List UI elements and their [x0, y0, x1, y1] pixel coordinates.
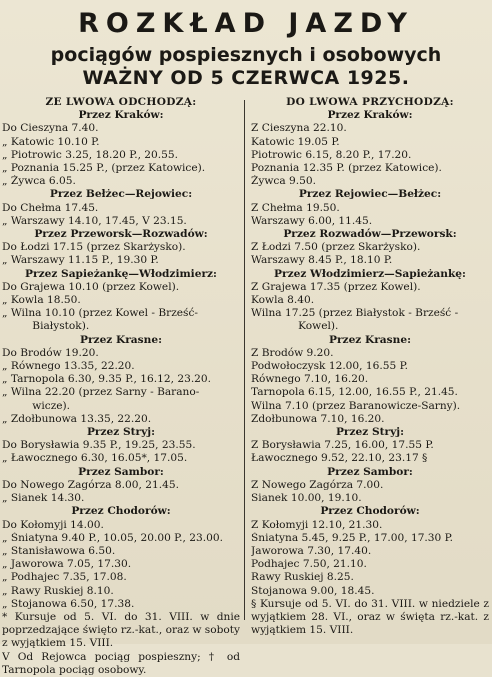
- timetable-entry: Śniatyna 5.45, 9.25 P., 17.00, 17.30 P.: [251, 531, 453, 544]
- timetable-entry: Do Nowego Zagórza 8.00, 21.45.: [2, 478, 179, 491]
- timetable-entry: Katowic 19.05 P.: [251, 135, 340, 148]
- timetable-entry: Do Brodów 19.20.: [2, 346, 99, 359]
- timetable-entry: Kowla 8.40.: [251, 294, 315, 307]
- timetable-entry: „ Jaworowa 7.05, 17.30.: [2, 558, 132, 571]
- departures-list: [2, 109, 240, 611]
- page-subtitle: pociągów pospiesznych i osobowych: [50, 44, 442, 66]
- timetable-entry: Podwołoczysk 12.00, 16.55 P.: [251, 360, 408, 373]
- timetable-entry: Równego 7.10, 16.20.: [251, 373, 369, 386]
- route-heading: Przez Krasne:: [329, 333, 411, 346]
- route-heading: Przez Sambor:: [78, 465, 164, 478]
- timetable-entry: „ Sianek 14.30.: [2, 492, 85, 505]
- timetable-entry: Podhajec 7.50, 21.10.: [251, 558, 367, 571]
- timetable-entry: „ Śniatyna 9.40 P., 10.05, 20.00 P., 23.00.: [2, 531, 223, 544]
- route-heading: Przez Sambor:: [327, 465, 413, 478]
- timetable-entry: „ Rawy Ruskiej 8.10.: [2, 584, 114, 597]
- page-title: ROZKŁAD JAZDY: [78, 8, 414, 39]
- route-heading: Przez Rejowiec—Bełżec:: [298, 188, 442, 201]
- footnote: * Kursuje od 5. VI. do 31. VIII. w dnie poprzedzające święto rz.-kat., oraz w soboty z wyjątkiem 15. VIII.: [2, 610, 240, 650]
- timetable-entry: Z Cieszyna 22.10.: [251, 122, 347, 135]
- timetable-entry: Z Łodzi 7.50 (przez Skarżysko).: [251, 241, 421, 254]
- timetable-entry: Warszawy 8.45 P., 18.10 P.: [251, 254, 393, 267]
- route-heading: Przez Sapieżankę—Włodzimierz:: [25, 267, 217, 280]
- timetable-entry: Wilna 17.25 (przez Białystok - Brześć -: [251, 307, 459, 320]
- column-divider: [244, 100, 245, 620]
- validity-date: WAŻNY OD 5 CZERWCA 1925.: [82, 67, 410, 89]
- timetable-entry: Żywca 9.50.: [251, 175, 316, 188]
- timetable-entry: Tarnopola 6.15, 12.00, 16.55 P., 21.45.: [251, 386, 458, 399]
- timetable-entry: „ Żywca 6.05.: [2, 175, 76, 188]
- timetable-entry: „ Wilna 10.10 (przez Kowel - Brześć-: [2, 307, 199, 320]
- route-heading: Przez Stryj:: [335, 426, 405, 439]
- timetable-entry: Do Kołomyji 14.00.: [2, 518, 104, 531]
- footnote: V Od Rejowca pociąg pospieszny; † od Tarnopola pociąg osobowy.: [2, 650, 240, 676]
- timetable-entry: „ Tarnopola 6.30, 9.35 P., 16.12, 23.20.: [2, 373, 212, 386]
- timetable-entry: Z Nowego Zagórza 7.00.: [251, 478, 384, 491]
- timetable-entry: Z Grajewa 17.35 (przez Kowel).: [251, 280, 421, 293]
- timetable-entry: Z Brodów 9.20.: [251, 346, 334, 359]
- timetable-entry: „ Kowla 18.50.: [2, 294, 81, 307]
- timetable-entry: Z Chełma 19.50.: [251, 201, 340, 214]
- timetable-entry: „ Poznania 15.25 P., (przez Katowice).: [2, 162, 206, 175]
- timetable-entry: Do Borysławia 9.35 P., 19.25, 23.55.: [2, 439, 196, 452]
- timetable-entry: Z Kołomyji 12.10, 21.30.: [251, 518, 383, 531]
- timetable-entry: Warszawy 6.00, 11.45.: [251, 214, 373, 227]
- route-heading: Przez Kraków:: [327, 109, 413, 122]
- timetable-entry: Jaworowa 7.30, 17.40.: [251, 544, 372, 557]
- timetable-entry: Białystok).: [2, 320, 90, 333]
- timetable-entry: „ Wilna 22.20 (przez Sarny - Barano-: [2, 386, 200, 399]
- route-heading: Przez Kraków:: [78, 109, 164, 122]
- footnote: § Kursuje od 5. VI. do 31. VIII. w niedziele z wyjątkiem 28. VI., oraz w święta rz.-kat. z wyjątkiem 15. VIII.: [251, 597, 489, 637]
- route-heading: Przez Bełżec—Rejowiec:: [49, 188, 193, 201]
- timetable-entry: „ Równego 13.35, 22.20.: [2, 360, 135, 373]
- arrivals-header: DO LWOWA PRZYCHODZĄ:: [286, 96, 454, 108]
- timetable-entry: Kowel).: [251, 320, 339, 333]
- route-heading: Przez Przeworsk—Rozwadów:: [34, 228, 208, 241]
- timetable-entry: Do Łodzi 17.15 (przez Skarżysko).: [2, 241, 186, 254]
- timetable-entry: „ Warszawy 14.10, 17.45, V 23.15.: [2, 214, 187, 227]
- route-heading: Przez Krasne:: [80, 333, 162, 346]
- timetable-entry: Do Grajewa 10.10 (przez Kowel).: [2, 280, 180, 293]
- timetable-entry: Zdołbunowa 7.10, 16.20.: [251, 412, 385, 425]
- departures-column: [2, 96, 240, 677]
- timetable-entry: Wilna 7.10 (przez Baranowicze-Sarny).: [251, 399, 461, 412]
- timetable-entry: „ Piotrowic 3.25, 18.20 P., 20.55.: [2, 148, 179, 161]
- timetable-entry: Do Chełma 17.45.: [2, 201, 99, 214]
- route-heading: Przez Rozwadów—Przeworsk:: [283, 228, 457, 241]
- arrivals-notes: [251, 598, 489, 638]
- timetable-entry: „ Ławocznego 6.30, 16.05*, 17.05.: [2, 452, 188, 465]
- timetable-entry: Poznania 12.35 P. (przez Katowice).: [251, 162, 442, 175]
- route-heading: Przez Chodorów:: [71, 505, 171, 518]
- timetable-entry: „ Stanisławowa 6.50.: [2, 544, 116, 557]
- timetable-entry: Rawy Ruskiej 8.25.: [251, 571, 354, 584]
- departures-header: ZE LWOWA ODCHODZĄ:: [45, 96, 197, 108]
- timetable-entry: Do Cieszyna 7.40.: [2, 122, 99, 135]
- timetable-entry: Sianek 10.00, 19.10.: [251, 492, 362, 505]
- timetable-entry: „ Podhajec 7.35, 17.08.: [2, 571, 127, 584]
- timetable-entry: Piotrowic 6.15, 8.20 P., 17.20.: [251, 148, 412, 161]
- timetable-entry: Ławocznego 9.52, 22.10, 23.17 §: [251, 452, 428, 465]
- arrivals-column: [251, 96, 489, 637]
- timetable-entry: wicze).: [2, 399, 71, 412]
- timetable-entry: „ Katowic 10.10 P.: [2, 135, 100, 148]
- timetable-entry: Z Borysławia 7.25, 16.00, 17.55 P.: [251, 439, 434, 452]
- route-heading: Przez Chodorów:: [320, 505, 420, 518]
- timetable-entry: „ Warszawy 11.15 P., 19.30 P.: [2, 254, 159, 267]
- timetable-entry: Stojanowa 9.00, 18.45.: [251, 584, 375, 597]
- arrivals-list: [251, 109, 489, 598]
- timetable-entry: „ Stojanowa 6.50, 17.38.: [2, 597, 135, 610]
- route-heading: Przez Włodzimierz—Sapieżankę:: [274, 267, 466, 280]
- timetable-entry: „ Zdołbunowa 13.35, 22.20.: [2, 412, 152, 425]
- route-heading: Przez Stryj:: [86, 426, 156, 439]
